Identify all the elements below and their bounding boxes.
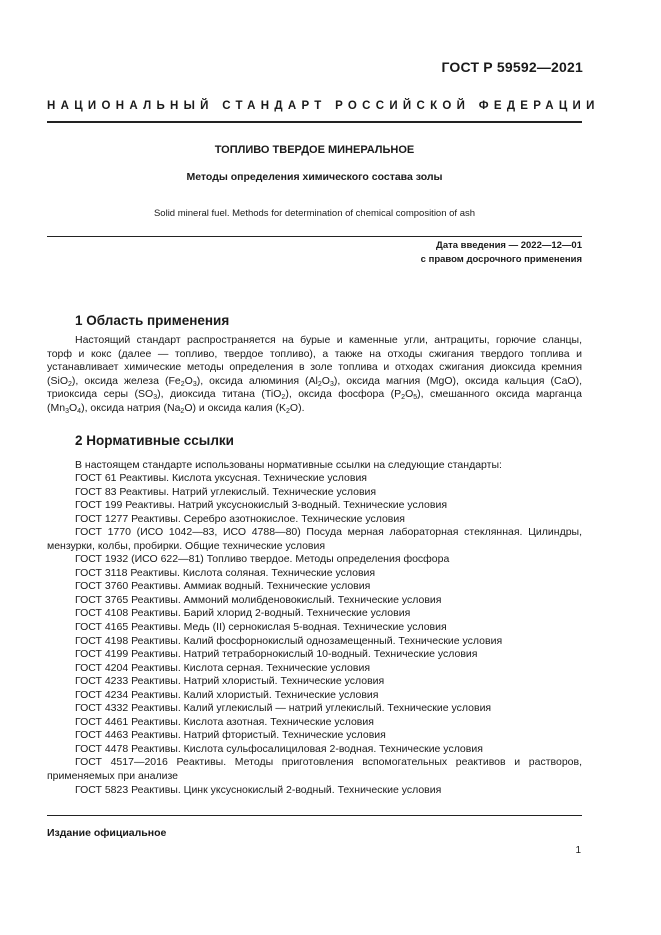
national-standard-heading: НАЦИОНАЛЬНЫЙ СТАНДАРТ РОССИЙСКОЙ ФЕДЕРАЦИИ: [47, 100, 600, 112]
reference-item: ГОСТ 1770 (ИСО 1042—83, ИСО 4788—80) Посуда мерная лабораторная стеклянная. Цилиндры,: [75, 526, 582, 539]
reference-item: ГОСТ 61 Реактивы. Кислота уксусная. Технические условия: [75, 472, 367, 484]
reference-item: ГОСТ 4204 Реактивы. Кислота серная. Технические условия: [75, 661, 371, 674]
scope-line: Настоящий стандарт распространяется на бурые и каменные угли, антрациты, горючие сланцы,: [75, 334, 582, 346]
references-intro: В настоящем стандарте использованы нормативные ссылки на следующие стандарты:: [75, 459, 502, 471]
reference-item: ГОСТ 1277 Реактивы. Серебро азотнокислое. Технические условия: [75, 512, 405, 525]
document-number: ГОСТ Р 59592—2021: [441, 59, 583, 75]
scope-line: триоксида серы $(SO_3)$, диоксида титана (TiO$_2$), оксида фосфора $(P_2O_5)$, смешанного оксида марганца: [47, 388, 583, 401]
page-number: 1: [575, 845, 581, 856]
reference-item: ГОСТ 4478 Реактивы. Кислота сульфосалициловая 2-водная. Технические условия: [75, 742, 483, 755]
reference-item: ГОСТ 1932 (ИСО 622—81) Топливо твердое. Методы определения фосфора: [75, 553, 450, 566]
english-title: Solid mineral fuel. Methods for determination of chemical composition of ash: [153, 208, 476, 219]
reference-item: ГОСТ 83 Реактивы. Натрий углекислый. Технические условия: [75, 485, 377, 498]
reference-item: ГОСТ 3118 Реактивы. Кислота соляная. Технические условия: [75, 566, 376, 579]
document-title: ТОПЛИВО ТВЕРДОЕ МИНЕРАЛЬНОЕ: [214, 144, 415, 156]
scope-line: устанавливает химические методы определения в золе топлива и отходах сжигания диоксида кремния: [47, 361, 582, 373]
reference-item-continuation: применяемых при анализе: [47, 770, 179, 783]
reference-item: ГОСТ 4199 Реактивы. Натрий тетраборнокислый 10-водный. Технические условия: [75, 648, 478, 661]
scope-line: $(Mn_3O_4)$, оксида натрия $(Na_2O)$ и оксида калия $(K_2O)$.: [47, 401, 305, 415]
reference-item: ГОСТ 4332 Реактивы. Калий углекислый — натрий углекислый. Технические условия: [75, 702, 492, 715]
early-application-note: с правом досрочного применения: [420, 254, 582, 265]
reference-item: ГОСТ 4463 Реактивы. Натрий фтористый. Технические условия: [75, 729, 386, 742]
reference-item: ГОСТ 5823 Реактивы. Цинк уксуснокислый 2-водный. Технические условия: [75, 783, 442, 796]
section-1-heading: 1 Область применения: [75, 313, 230, 328]
document-subtitle: Методы определения химического состава золы: [186, 171, 443, 183]
top-divider: [47, 121, 582, 123]
reference-item: ГОСТ 4461 Реактивы. Кислота азотная. Технические условия: [75, 715, 374, 728]
introduction-date: Дата введения — 2022—12—01: [436, 240, 582, 251]
official-edition-label: Издание официальное: [47, 827, 167, 839]
footer-divider: [47, 815, 582, 816]
reference-item: ГОСТ 4108 Реактивы. Барий хлорид 2-водный. Технические условия: [75, 607, 411, 620]
scope-line: торф и кокс (далее — топливо, твердое топливо), а также на отходы сжигания твердого топлива и: [47, 347, 582, 360]
reference-item: ГОСТ 4165 Реактивы. Медь (II) сернокислая 5-водная. Технические условия: [75, 621, 447, 634]
reference-item: ГОСТ 3760 Реактивы. Аммиак водный. Технические условия: [75, 580, 371, 593]
scope-line: (SiO$_2$), оксида железа $(Fe_2O_3)$, оксида алюминия $(Al_2O_3)$, оксида магния (MgO), оксида кальция (CaO),: [47, 374, 582, 388]
reference-item: ГОСТ 4198 Реактивы. Калий фосфорнокислый однозамещенный. Технические условия: [75, 634, 503, 647]
reference-item: ГОСТ 4234 Реактивы. Калий хлористый. Технические условия: [75, 688, 379, 701]
title-divider: [47, 236, 582, 237]
reference-item: ГОСТ 199 Реактивы. Натрий уксуснокислый 3-водный. Технические условия: [75, 499, 448, 512]
reference-item-continuation: мензурки, колбы, пробирки. Общие технические условия: [47, 539, 326, 552]
scope-paragraph: [47, 334, 582, 415]
reference-item: ГОСТ 4233 Реактивы. Натрий хлористый. Технические условия: [75, 675, 385, 688]
section-2-heading: 2 Нормативные ссылки: [75, 433, 234, 448]
reference-item: ГОСТ 3765 Реактивы. Аммоний молибденовокислый. Технические условия: [75, 593, 442, 606]
references-list: [47, 472, 582, 797]
reference-item: ГОСТ 4517—2016 Реактивы. Методы приготовления вспомогательных реактивов и растворов,: [75, 756, 582, 769]
